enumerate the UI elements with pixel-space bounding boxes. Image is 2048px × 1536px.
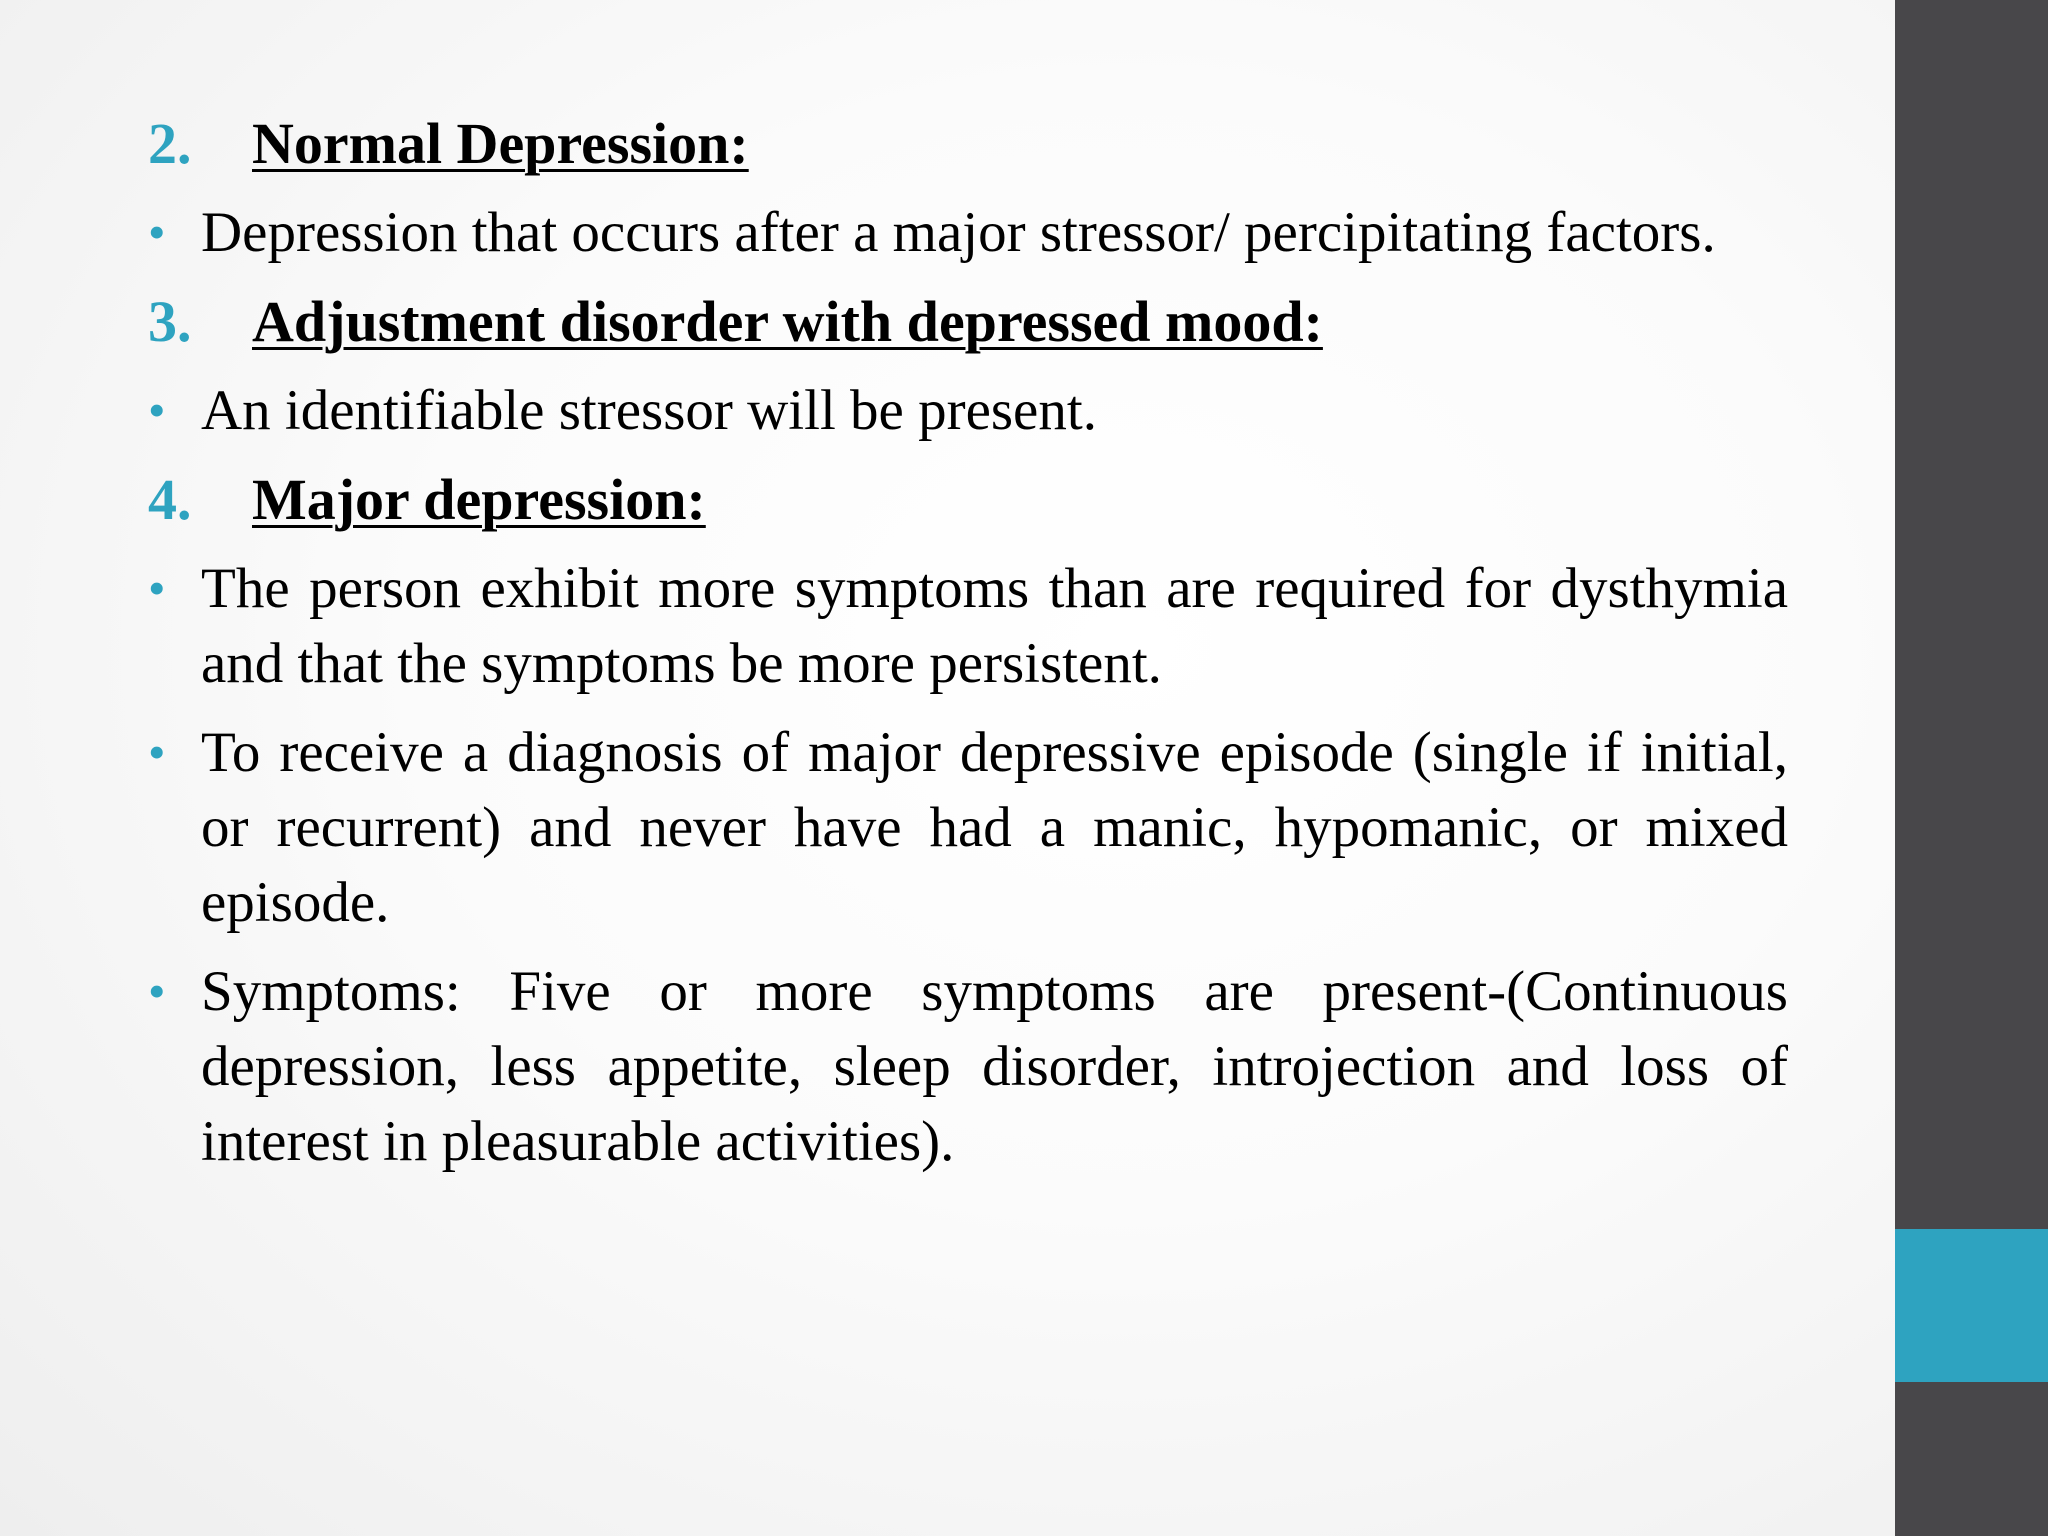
section-heading: [148, 106, 1788, 181]
bullet-item: [148, 715, 1788, 940]
bullet-icon: •: [148, 724, 166, 780]
section-heading: [148, 284, 1788, 359]
slide-content: [148, 106, 1788, 1179]
bullet-icon: •: [148, 204, 166, 260]
bullet-icon: •: [148, 560, 166, 616]
section-heading: [148, 462, 1788, 537]
bullet-text: Symptoms: Five or more symptoms are present-(Continuous depression, less appetite, sleep disorder, introjection and loss of interest in pleasurable activities).: [201, 960, 1788, 1173]
section-title: Major depression:: [252, 467, 706, 532]
bullet-text: An identifiable stressor will be present.: [201, 379, 1097, 442]
side-accent-block: [1895, 1229, 2048, 1382]
bullet-text: Depression that occurs after a major stressor/ percipitating factors.: [201, 201, 1716, 264]
bullet-item: [148, 373, 1788, 448]
bullet-item: [148, 954, 1788, 1179]
bullet-icon: •: [148, 963, 166, 1019]
section-title: Adjustment disorder with depressed mood:: [252, 289, 1323, 354]
section-number: 4.: [148, 467, 192, 532]
section-title: Normal Depression:: [252, 111, 749, 176]
section-number: 2.: [148, 111, 192, 176]
section-number: 3.: [148, 289, 192, 354]
bullet-text: The person exhibit more symptoms than are required for dysthymia and that the symptoms be more persistent.: [201, 557, 1788, 695]
bullet-text: To receive a diagnosis of major depressive episode (single if initial, or recurrent) and never have had a manic, hypomanic, or mixed episode.: [201, 721, 1788, 934]
bullet-item: [148, 551, 1788, 701]
bullet-icon: •: [148, 382, 166, 438]
bullet-item: [148, 195, 1788, 270]
